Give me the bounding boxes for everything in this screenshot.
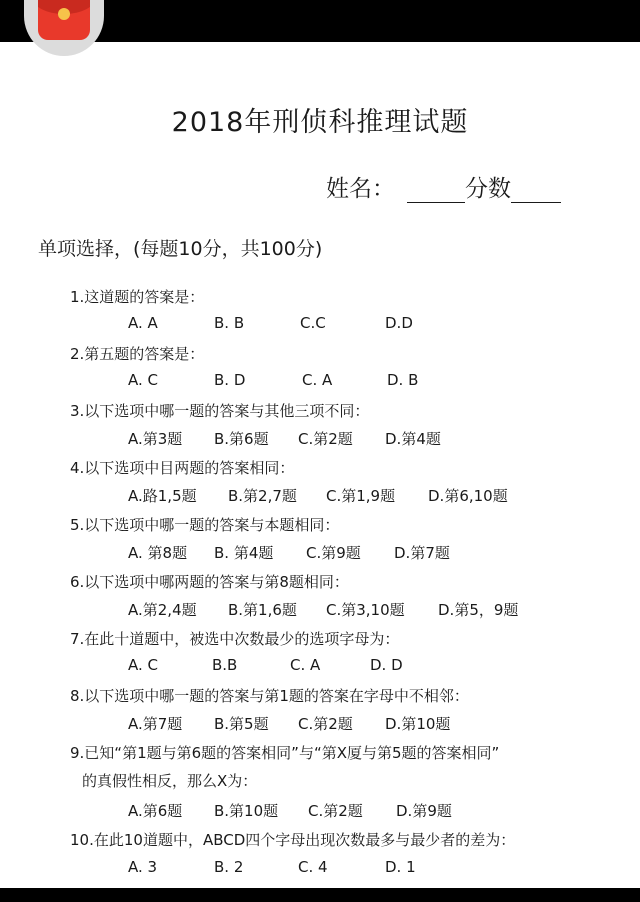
option-5-d: D.第7题 — [394, 544, 450, 562]
option-1-c: C.C — [300, 314, 326, 332]
option-9-d: D.第9题 — [396, 802, 452, 820]
option-9-a: A.第6题 — [128, 802, 183, 820]
option-8-c: C.第2题 — [298, 715, 353, 733]
option-3-a: A.第3题 — [128, 430, 183, 448]
option-7-b: B.B — [212, 656, 238, 674]
option-4-d: D.第6,10题 — [428, 487, 508, 505]
page-title: 2018年刑侦科推理试题 — [171, 107, 469, 138]
option-2-b: B. D — [214, 371, 246, 389]
option-10-c: C. 4 — [298, 858, 328, 876]
option-4-a: A.路1,5题 — [128, 487, 197, 505]
option-2-c: C. A — [302, 371, 333, 389]
question-5: 5.以下选项中哪一题的答案与本题相同： — [70, 516, 340, 534]
option-6-a: A.第2,4题 — [128, 601, 197, 619]
option-8-d: D.第10题 — [385, 715, 451, 733]
option-5-a: A. 第8题 — [128, 544, 188, 562]
option-6-d: D.第5，9题 — [438, 601, 519, 619]
option-2-d: D. B — [387, 371, 419, 389]
name-blank — [407, 178, 465, 203]
question-3: 3.以下选项中哪一题的答案与其他三项不同： — [70, 402, 370, 420]
name-label: 姓名： — [326, 176, 395, 202]
option-9-b: B.第10题 — [214, 802, 279, 820]
option-2-a: A. C — [128, 371, 159, 389]
bottom-black-bar — [0, 888, 640, 902]
option-10-a: A. 3 — [128, 858, 158, 876]
question-7: 7.在此十道题中，被选中次数最少的选项字母为： — [70, 630, 400, 648]
option-10-b: B. 2 — [214, 858, 244, 876]
option-8-b: B.第5题 — [214, 715, 269, 733]
option-5-c: C.第9题 — [306, 544, 361, 562]
option-3-c: C.第2题 — [298, 430, 353, 448]
option-1-a: A. A — [128, 314, 158, 332]
option-1-b: B. B — [214, 314, 245, 332]
question-1: 1.这道题的答案是： — [70, 288, 205, 306]
score-blank — [511, 178, 561, 203]
section-heading: 单项选择，(每题10分，共100分) — [38, 238, 323, 260]
question-2: 2.第五题的答案是： — [70, 345, 205, 363]
option-4-c: C.第1,9题 — [326, 487, 396, 505]
option-6-c: C.第3,10题 — [326, 601, 405, 619]
question-9-line-2: 的真假性相反，那么X为： — [82, 772, 258, 790]
option-6-b: B.第1,6题 — [228, 601, 297, 619]
score-label: 分数 — [465, 176, 511, 202]
red-packet-button[interactable] — [24, 0, 104, 56]
option-3-b: B.第6题 — [214, 430, 269, 448]
option-5-b: B. 第4题 — [214, 544, 274, 562]
question-10: 10.在此10道题中，ABCD四个字母出现次数最多与最少者的差为： — [70, 831, 516, 849]
option-1-d: D.D — [385, 314, 413, 332]
option-7-a: A. C — [128, 656, 159, 674]
question-9: 9.已知“第1题与第6题的答案相同”与“第X厦与第5题的答案相同” — [70, 744, 500, 762]
question-6: 6.以下选项中哪两题的答案与第8题相同： — [70, 573, 349, 591]
option-3-d: D.第4题 — [385, 430, 441, 448]
red-packet-icon — [38, 0, 90, 40]
question-4: 4.以下选项中目两题的答案相同： — [70, 459, 295, 477]
option-9-c: C.第2题 — [308, 802, 363, 820]
question-8: 8.以下选项中哪一题的答案与第1题的答案在字母中不相邻： — [70, 687, 469, 705]
option-7-d: D. D — [370, 656, 403, 674]
option-7-c: C. A — [290, 656, 321, 674]
name-score-line — [326, 170, 561, 203]
option-10-d: D. 1 — [385, 858, 416, 876]
option-4-b: B.第2,7题 — [228, 487, 297, 505]
option-8-a: A.第7题 — [128, 715, 183, 733]
